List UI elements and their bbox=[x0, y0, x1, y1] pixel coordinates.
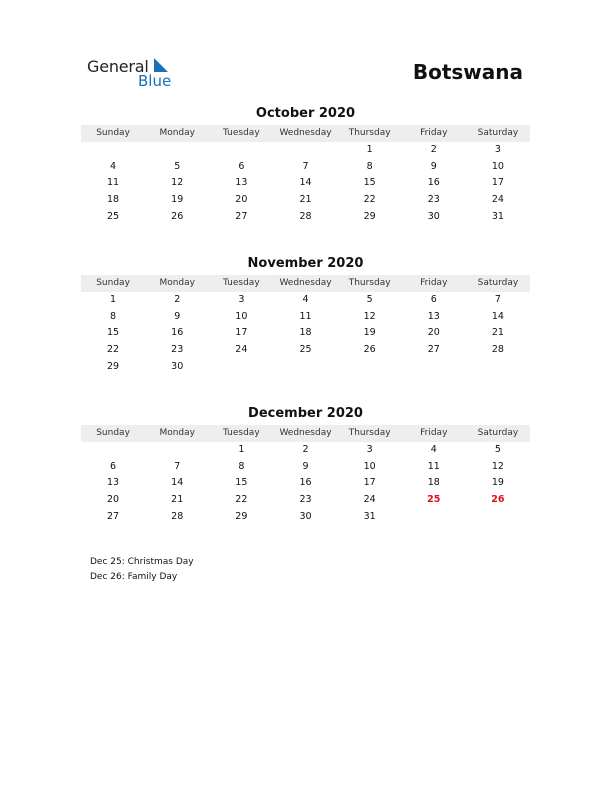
weekday-label: Sunday bbox=[96, 128, 130, 138]
day-cell: 17 bbox=[491, 177, 504, 189]
day-cell bbox=[338, 359, 402, 376]
logo-general-text: General bbox=[87, 57, 149, 76]
day-cell: 1 bbox=[366, 144, 373, 155]
weekday-label: Monday bbox=[159, 428, 195, 438]
day-cell bbox=[145, 442, 209, 459]
day-cell: 8 bbox=[366, 160, 373, 172]
day-cell: 15 bbox=[107, 327, 120, 339]
day-cell: 14 bbox=[299, 177, 312, 189]
day-cell: 24 bbox=[235, 344, 248, 356]
weekday-label: Saturday bbox=[477, 428, 519, 438]
day-cell: 16 bbox=[171, 327, 184, 339]
logo-triangle-icon bbox=[154, 58, 168, 72]
weekday-label: Friday bbox=[420, 278, 448, 288]
weekday-label: Monday bbox=[159, 128, 195, 138]
day-cell: 6 bbox=[238, 160, 245, 172]
day-cell bbox=[209, 142, 273, 159]
day-cell: 30 bbox=[427, 210, 440, 222]
weekday-label: Wednesday bbox=[279, 278, 332, 288]
day-cell: 15 bbox=[235, 477, 248, 489]
day-cell: 14 bbox=[491, 310, 504, 322]
holiday-day-cell: 26 bbox=[491, 494, 505, 506]
day-cell: 20 bbox=[427, 327, 440, 339]
day-cell: 20 bbox=[235, 194, 248, 206]
month-october bbox=[81, 105, 530, 225]
day-cell: 13 bbox=[107, 477, 120, 489]
day-cell: 9 bbox=[430, 160, 437, 172]
weekday-label: Sunday bbox=[96, 278, 130, 288]
day-cell: 19 bbox=[491, 477, 504, 489]
day-cell: 26 bbox=[363, 344, 376, 356]
day-cell: 2 bbox=[302, 444, 309, 455]
day-cell: 22 bbox=[235, 494, 248, 506]
day-cell: 18 bbox=[107, 194, 120, 206]
day-cell: 21 bbox=[171, 494, 184, 506]
day-cell: 12 bbox=[363, 310, 376, 322]
day-cell: 21 bbox=[299, 194, 312, 206]
holiday-day-cell: 25 bbox=[427, 494, 441, 506]
day-cell: 7 bbox=[174, 460, 181, 472]
day-cell: 4 bbox=[430, 444, 437, 455]
weekday-label: Wednesday bbox=[279, 128, 332, 138]
day-cell: 16 bbox=[299, 477, 312, 489]
day-cell: 14 bbox=[171, 477, 184, 489]
holiday-note: Dec 26: Family Day bbox=[90, 572, 178, 582]
day-cell: 18 bbox=[427, 477, 440, 489]
day-cell bbox=[209, 359, 273, 376]
day-cell: 3 bbox=[366, 444, 373, 455]
day-cell: 27 bbox=[235, 210, 248, 222]
day-cell: 2 bbox=[174, 294, 181, 305]
day-cell: 22 bbox=[107, 344, 120, 356]
day-cell: 13 bbox=[235, 177, 248, 189]
day-cell: 11 bbox=[427, 460, 440, 472]
day-cell: 17 bbox=[235, 327, 248, 339]
day-cell: 3 bbox=[494, 144, 501, 155]
day-cell: 4 bbox=[110, 160, 117, 172]
week-row bbox=[81, 459, 530, 476]
week-row bbox=[81, 142, 530, 159]
week-row bbox=[81, 342, 530, 359]
day-cell bbox=[402, 359, 466, 376]
day-cell: 11 bbox=[299, 310, 312, 322]
holiday-note: Dec 25: Christmas Day bbox=[90, 557, 194, 567]
day-cell: 19 bbox=[363, 327, 376, 339]
day-cell: 5 bbox=[366, 294, 373, 305]
day-cell: 25 bbox=[299, 344, 312, 356]
day-cell: 6 bbox=[110, 460, 117, 472]
day-cell bbox=[81, 142, 145, 159]
week-row bbox=[81, 509, 530, 526]
weekday-label: Tuesday bbox=[223, 128, 260, 138]
weekday-label: Thursday bbox=[348, 428, 391, 438]
week-row bbox=[81, 492, 530, 509]
holiday-notes bbox=[90, 555, 194, 585]
day-cell: 5 bbox=[494, 444, 501, 455]
day-cell bbox=[145, 142, 209, 159]
month-november bbox=[81, 255, 530, 375]
day-cell: 23 bbox=[171, 344, 184, 356]
weekday-label: Sunday bbox=[96, 428, 130, 438]
weekday-label: Saturday bbox=[477, 128, 519, 138]
day-cell: 31 bbox=[491, 210, 504, 222]
day-cell: 24 bbox=[363, 494, 376, 506]
day-cell: 27 bbox=[427, 344, 440, 356]
weekday-label: Thursday bbox=[348, 128, 391, 138]
month-december bbox=[81, 405, 530, 525]
weekday-label: Tuesday bbox=[223, 278, 260, 288]
day-cell bbox=[402, 509, 466, 526]
weekday-label: Monday bbox=[159, 278, 195, 288]
weekday-label: Saturday bbox=[477, 278, 519, 288]
weekday-label: Friday bbox=[420, 128, 448, 138]
day-cell: 17 bbox=[363, 477, 376, 489]
day-cell: 28 bbox=[171, 510, 184, 522]
day-cell: 18 bbox=[299, 327, 312, 339]
day-cell: 23 bbox=[299, 494, 312, 506]
week-row bbox=[81, 325, 530, 342]
day-cell: 26 bbox=[171, 210, 184, 222]
weekday-label: Thursday bbox=[348, 278, 391, 288]
logo-blue-text: Blue bbox=[138, 72, 172, 90]
day-cell: 23 bbox=[427, 194, 440, 206]
week-row bbox=[81, 192, 530, 209]
week-row bbox=[81, 309, 530, 326]
day-cell: 10 bbox=[363, 460, 376, 472]
day-cell: 25 bbox=[107, 210, 120, 222]
day-cell: 1 bbox=[238, 444, 245, 455]
generalblue-logo bbox=[87, 55, 187, 91]
day-cell: 28 bbox=[491, 344, 504, 356]
day-cell: 10 bbox=[235, 310, 248, 322]
day-cell: 20 bbox=[107, 494, 120, 506]
week-row bbox=[81, 209, 530, 226]
month-title: December 2020 bbox=[248, 406, 363, 421]
day-cell: 9 bbox=[174, 310, 181, 322]
week-row bbox=[81, 159, 530, 176]
day-cell bbox=[273, 142, 337, 159]
day-cell: 1 bbox=[110, 294, 117, 305]
day-cell: 21 bbox=[491, 327, 504, 339]
day-cell: 3 bbox=[238, 294, 245, 305]
day-cell: 28 bbox=[299, 210, 312, 222]
day-cell: 29 bbox=[363, 210, 376, 222]
country-title: Botswana bbox=[412, 60, 523, 84]
day-cell: 12 bbox=[491, 460, 504, 472]
week-row bbox=[81, 442, 530, 459]
day-cell: 7 bbox=[302, 160, 309, 172]
day-cell: 9 bbox=[302, 460, 309, 472]
day-cell: 29 bbox=[235, 510, 248, 522]
day-cell: 22 bbox=[363, 194, 376, 206]
weekday-label: Tuesday bbox=[223, 428, 260, 438]
day-cell: 30 bbox=[171, 360, 184, 372]
day-cell: 13 bbox=[427, 310, 440, 322]
day-cell: 29 bbox=[107, 360, 120, 372]
week-row bbox=[81, 292, 530, 309]
day-cell: 8 bbox=[110, 310, 117, 322]
week-row bbox=[81, 359, 530, 376]
month-title: October 2020 bbox=[255, 106, 356, 121]
weekday-header-row bbox=[81, 125, 530, 142]
day-cell: 24 bbox=[491, 194, 504, 206]
day-cell bbox=[273, 359, 337, 376]
day-cell: 11 bbox=[107, 177, 120, 189]
day-cell: 7 bbox=[494, 294, 501, 305]
day-cell: 10 bbox=[491, 160, 504, 172]
weekday-header-row bbox=[81, 425, 530, 442]
day-cell: 6 bbox=[430, 294, 437, 305]
day-cell bbox=[466, 359, 530, 376]
day-cell: 19 bbox=[171, 194, 184, 206]
day-cell: 5 bbox=[174, 160, 181, 172]
day-cell: 27 bbox=[107, 510, 120, 522]
day-cell: 15 bbox=[363, 177, 376, 189]
day-cell: 30 bbox=[299, 510, 312, 522]
day-cell: 4 bbox=[302, 294, 309, 305]
day-cell bbox=[81, 442, 145, 459]
day-cell: 31 bbox=[363, 510, 376, 522]
week-row bbox=[81, 175, 530, 192]
weekday-label: Friday bbox=[420, 428, 448, 438]
day-cell bbox=[466, 509, 530, 526]
day-cell: 16 bbox=[427, 177, 440, 189]
day-cell: 2 bbox=[430, 144, 437, 155]
day-cell: 8 bbox=[238, 460, 245, 472]
day-cell: 12 bbox=[171, 177, 184, 189]
month-title: November 2020 bbox=[247, 256, 364, 271]
weekday-header-row bbox=[81, 275, 530, 292]
weekday-label: Wednesday bbox=[279, 428, 332, 438]
week-row bbox=[81, 475, 530, 492]
